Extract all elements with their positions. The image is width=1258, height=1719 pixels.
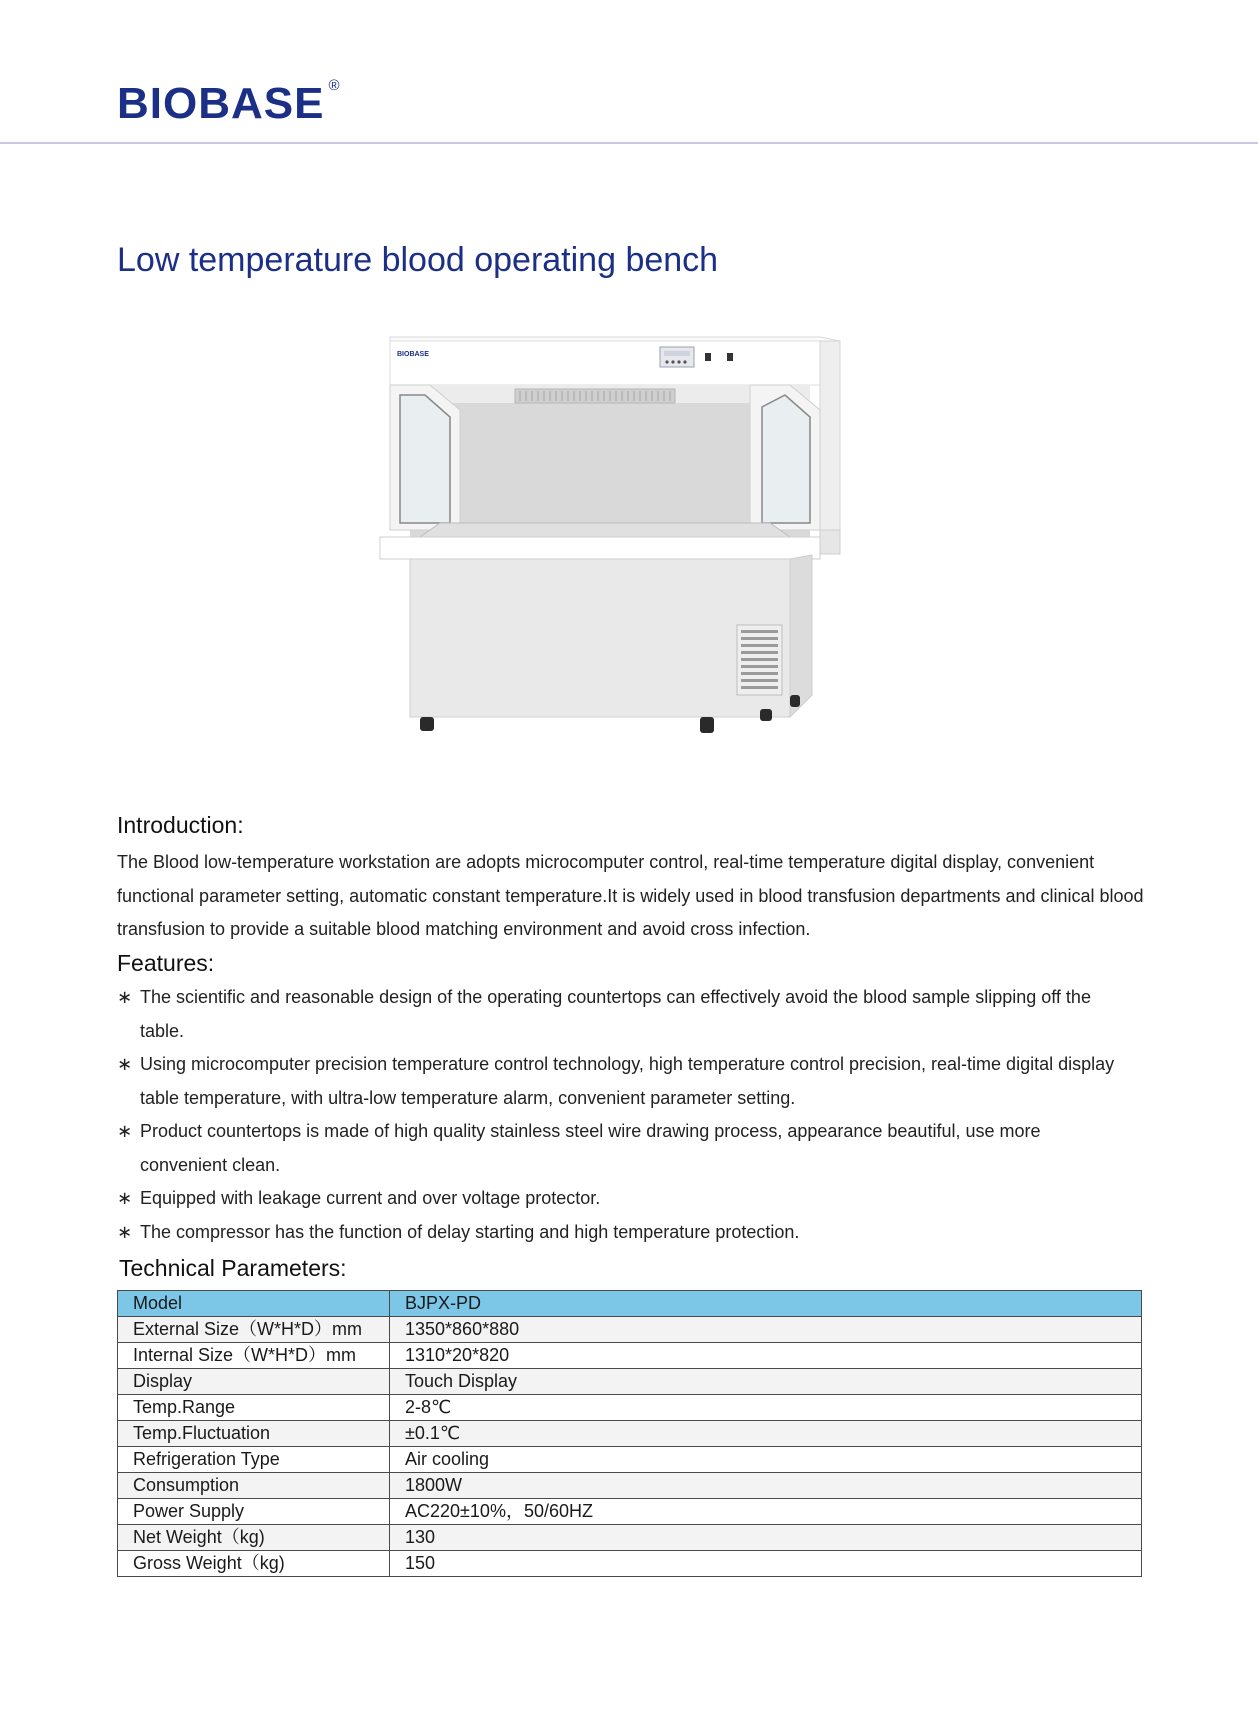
table-row bbox=[118, 1525, 1142, 1551]
technical-parameters-table bbox=[117, 1290, 1142, 1577]
param-label: Gross Weight（kg) bbox=[118, 1551, 390, 1577]
param-label: Display bbox=[118, 1369, 390, 1395]
feature-item: ∗ The compressor has the function of delay starting and high temperature protection. bbox=[117, 1216, 1147, 1250]
vent-grille-icon bbox=[515, 389, 675, 403]
registered-mark: ® bbox=[328, 77, 341, 94]
table-row bbox=[118, 1343, 1142, 1369]
param-label: Internal Size（W*H*D）mm bbox=[118, 1343, 390, 1369]
param-value: 130 bbox=[390, 1525, 1142, 1551]
introduction-heading: Introduction: bbox=[117, 812, 244, 838]
table-header-row bbox=[118, 1291, 1142, 1317]
canopy-side bbox=[820, 341, 840, 541]
asterisk-bullet-icon: ∗ bbox=[117, 1054, 133, 1074]
product-image bbox=[370, 325, 850, 785]
param-label: Temp.Range bbox=[118, 1395, 390, 1421]
features-list bbox=[117, 981, 1147, 1249]
param-label: Refrigeration Type bbox=[118, 1447, 390, 1473]
caster-icon bbox=[790, 695, 800, 707]
page-header bbox=[0, 0, 1258, 144]
table-row bbox=[118, 1447, 1142, 1473]
front-rim bbox=[380, 537, 820, 559]
feature-item: ∗ Product countertops is made of high quality stainless steel wire drawing process, appearance beautiful, use more convenient clean. bbox=[117, 1115, 1147, 1182]
asterisk-bullet-icon: ∗ bbox=[117, 987, 133, 1007]
canopy-front bbox=[390, 341, 820, 385]
logo-text: BIOBASE bbox=[117, 79, 325, 128]
table-row bbox=[118, 1421, 1142, 1447]
param-value: 150 bbox=[390, 1551, 1142, 1577]
param-value: 1310*20*820 bbox=[390, 1343, 1142, 1369]
caster-icon bbox=[700, 717, 714, 733]
light-switch-icon bbox=[727, 353, 733, 361]
asterisk-bullet-icon: ∗ bbox=[117, 1121, 133, 1141]
introduction-text: The Blood low-temperature workstation are adopts microcomputer control, real-time temperature digital display, convenient functional parameter setting, automatic constant temperature.It is widely used in blood transfusion departments and clinical blood transfusion to provide a suitable blood matching environment and avoid cross infection. bbox=[117, 852, 1144, 939]
technical-parameters-heading: Technical Parameters: bbox=[119, 1255, 347, 1281]
caster-icon bbox=[420, 717, 434, 731]
table-row bbox=[118, 1473, 1142, 1499]
table-row bbox=[118, 1499, 1142, 1525]
power-switch-icon bbox=[705, 353, 711, 361]
right-glass-panel bbox=[762, 395, 810, 523]
param-value: Touch Display bbox=[390, 1369, 1142, 1395]
param-value: ±0.1℃ bbox=[390, 1421, 1142, 1447]
feature-item: ∗ Using microcomputer precision temperature control technology, high temperature control precision, real-time digital display table temperature, with ultra-low temperature alarm, convenient parameter setting. bbox=[117, 1048, 1147, 1115]
param-label: Net Weight（kg) bbox=[118, 1525, 390, 1551]
control-panel-icon bbox=[660, 347, 694, 367]
param-label: Power Supply bbox=[118, 1499, 390, 1525]
feature-item: ∗ The scientific and reasonable design of the operating countertops can effectively avoid the blood sample slipping off the table. bbox=[117, 981, 1147, 1048]
biobase-logo bbox=[117, 77, 341, 128]
page-title: Low temperature blood operating bench bbox=[117, 241, 719, 279]
product-brand-label: BIOBASE bbox=[397, 351, 429, 358]
header-cell-value: BJPX-PD bbox=[390, 1291, 1142, 1317]
left-glass-panel bbox=[400, 395, 450, 523]
param-value: 1350*860*880 bbox=[390, 1317, 1142, 1343]
table-row bbox=[118, 1395, 1142, 1421]
asterisk-bullet-icon: ∗ bbox=[117, 1188, 133, 1208]
countertop bbox=[420, 523, 790, 537]
param-value: AC220±10%，50/60HZ bbox=[390, 1499, 1142, 1525]
param-label: Consumption bbox=[118, 1473, 390, 1499]
param-value: Air cooling bbox=[390, 1447, 1142, 1473]
param-label: Temp.Fluctuation bbox=[118, 1421, 390, 1447]
asterisk-bullet-icon: ∗ bbox=[117, 1221, 133, 1242]
table-row bbox=[118, 1369, 1142, 1395]
table-row bbox=[118, 1551, 1142, 1577]
base-cabinet bbox=[410, 559, 790, 717]
features-heading: Features: bbox=[117, 950, 215, 976]
caster-icon bbox=[760, 709, 772, 721]
param-value: 2-8℃ bbox=[390, 1395, 1142, 1421]
param-value: 1800W bbox=[390, 1473, 1142, 1499]
param-label: External Size（W*H*D）mm bbox=[118, 1317, 390, 1343]
header-cell-label: Model bbox=[118, 1291, 390, 1317]
table-row bbox=[118, 1317, 1142, 1343]
feature-item: ∗ Equipped with leakage current and over voltage protector. bbox=[117, 1182, 1147, 1216]
